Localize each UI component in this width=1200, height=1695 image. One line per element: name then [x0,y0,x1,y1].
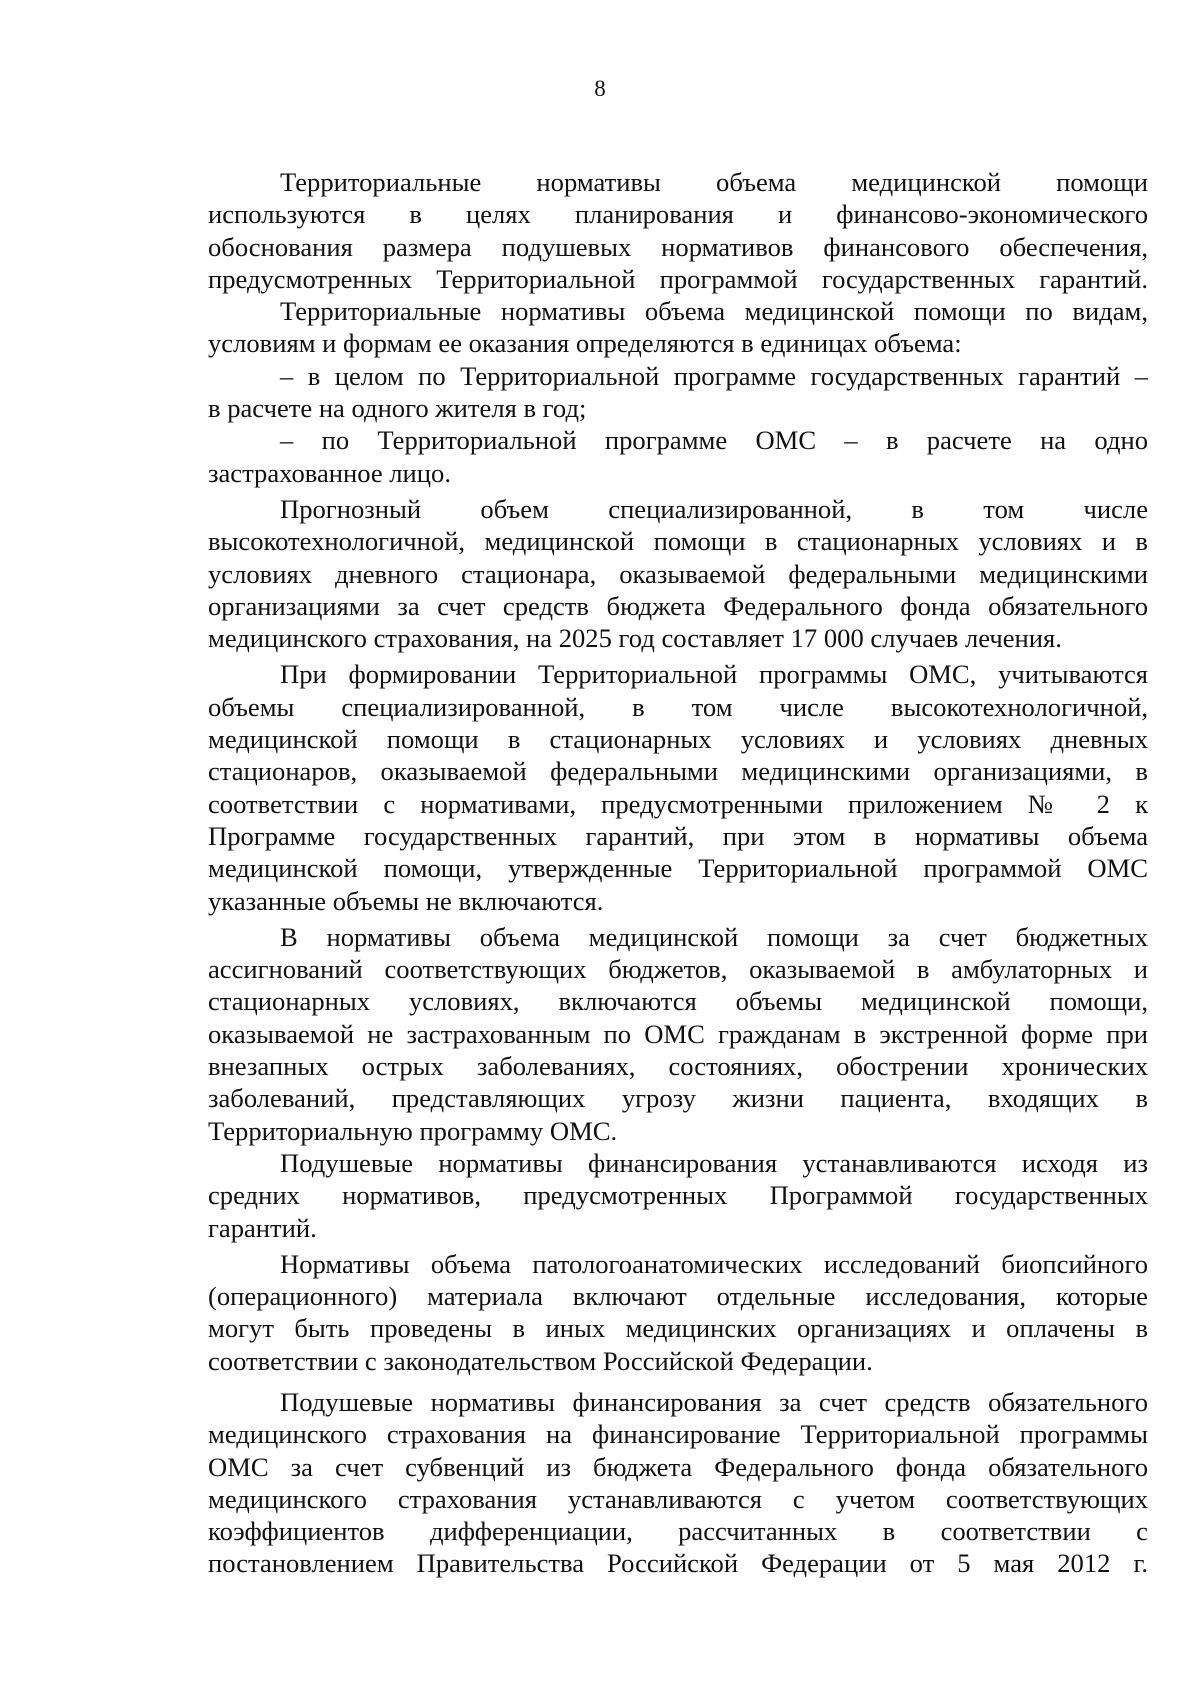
text-line: условиям и формам ее оказания определяются в единицах объема: [208,328,962,359]
text-line: застрахованное лицо. [208,457,451,488]
text-line: Территориальные нормативы объема медицинской помощи [280,167,1148,197]
text-line: – в целом по Территориальной программе государственных гарантий – [280,360,1148,391]
text-line: Территориальную программу ОМС. [208,1115,618,1146]
text-line: Программе государственных гарантий, при этом в нормативы объема [208,820,1148,851]
paragraph-budget-allocations [208,921,1148,1147]
text-line: медицинской помощи в стационарных условиях и условиях дневных [208,724,1148,755]
text-line: – по Территориальной программе ОМС – в расчете на одно [280,425,1148,456]
paragraph-territorial-norms-purpose [208,166,1148,295]
text-line: соответствии с законодательством Российской Федерации. [208,1345,873,1376]
text-line: В нормативы объема медицинской помощи за счет бюджетных [280,921,1148,952]
text-line: соответствии с нормативами, предусмотренными приложением № 2 к [208,788,1148,819]
text-line: ассигнований соответствующих бюджетов, оказываемой в амбулаторных и [208,954,1148,985]
text-line: коэффициентов дифференциации, рассчитанных в соответствии с [208,1516,1148,1547]
text-line: Нормативы объема патологоанатомических исследований биопсийного [280,1248,1148,1279]
text-line: Прогнозный объем специализированной, в том числе [280,493,1148,524]
text-line: медицинского страхования устанавливаются с учетом соответствующих [208,1483,1148,1514]
paragraph-oms-financing [208,1386,1148,1580]
text-line: высокотехнологичной, медицинской помощи в стационарных условиях и в [208,526,1148,557]
text-line: медицинского страхования на финансирование Территориальной программы [208,1419,1148,1450]
text-line: Подушевые нормативы финансирования за счет средств обязательного [280,1386,1148,1417]
text-line: заболеваний, представляющих угрозу жизни пациента, входящих в [208,1083,1148,1114]
text-line: внезапных острых заболеваниях, состояниях, обострении хронических [208,1051,1148,1082]
text-line: объемы специализированной, в том числе высокотехнологичной, [208,691,1148,722]
text-line: медицинской помощи, утвержденные Территориальной программой ОМС [208,853,1148,884]
text-line: Территориальные нормативы объема медицинской помощи по видам, [280,296,1148,327]
text-line: постановлением Правительства Российской Федерации от 5 мая 2012 г. [208,1548,1148,1579]
text-line: используются в целях планирования и финансово-экономического [208,199,1148,230]
text-line: (операционного) материала включают отдельные исследования, которые [208,1281,1148,1312]
paragraph-list-item-per-resident [208,360,1148,425]
page-number: 8 [594,76,606,101]
text-line: предусмотренных Территориальной программой государственных гарантий. [208,263,1148,294]
text-line: оказываемой не застрахованным по ОМС гражданам в экстренной форме при [208,1018,1148,1049]
paragraph-per-capita-norms [208,1147,1148,1244]
paragraph-forecast-volume [208,493,1148,654]
paragraph-list-item-per-insured [208,424,1148,489]
text-line: могут быть проведены в иных медицинских организациях и оплачены в [208,1313,1148,1344]
text-line: в расчете на одного жителя в год; [208,393,587,424]
text-line: гарантий. [208,1212,317,1243]
text-line: При формировании Территориальной программы ОМС, учитываются [280,659,1148,690]
text-line: обоснования размера подушевых нормативов финансового обеспечения, [208,231,1148,262]
text-line: стационарных условиях, включаются объемы медицинской помощи, [208,986,1148,1017]
document-body [208,166,1148,1580]
text-line: медицинского страхования, на 2025 год составляет 17 000 случаев лечения. [208,623,1062,654]
paragraph-pathology-studies [208,1248,1148,1377]
text-line: стационаров, оказываемой федеральными медицинскими организациями, в [208,756,1148,787]
paragraph-oms-program-volumes [208,658,1148,916]
paragraph-volume-units [208,295,1148,360]
text-line: организациями за счет средств бюджета Федерального фонда обязательного [208,590,1148,621]
text-line: условиях дневного стационара, оказываемой федеральными медицинскими [208,558,1148,589]
text-line: указанные объемы не включаются. [208,885,604,916]
text-line: ОМС за счет субвенций из бюджета Федерального фонда обязательного [208,1451,1148,1482]
text-line: Подушевые нормативы финансирования устанавливаются исходя из [280,1147,1148,1178]
text-line: средних нормативов, предусмотренных Программой государственных [208,1180,1148,1211]
